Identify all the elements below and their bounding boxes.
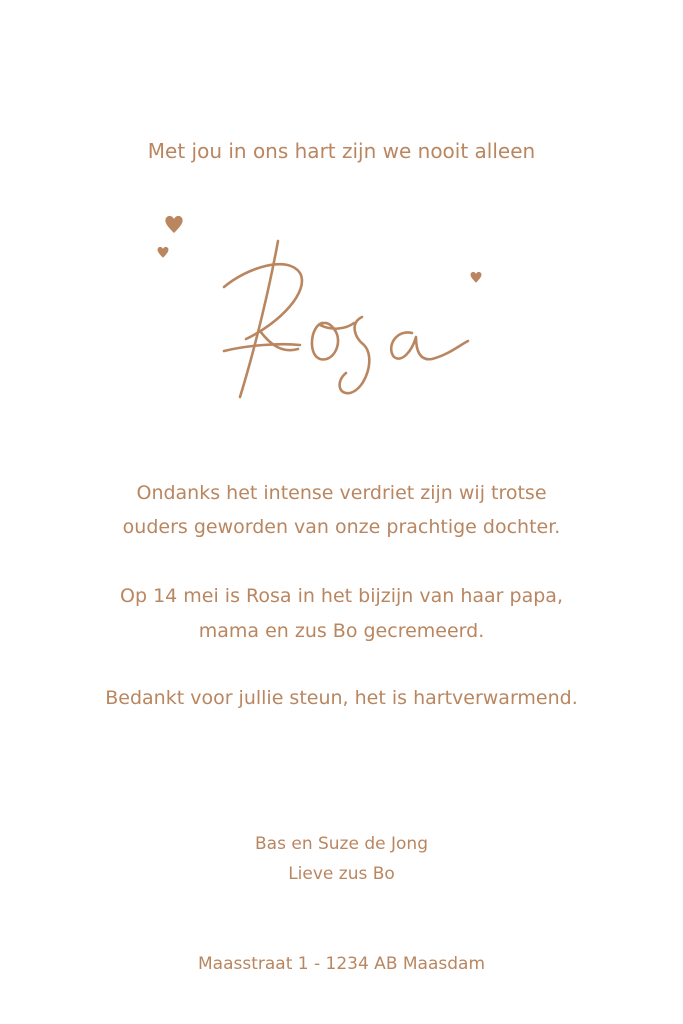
motto-text: Met jou in ons hart zijn we nooit alleen bbox=[147, 139, 536, 163]
paragraph-2-line-1: Op 14 mei is Rosa in het bijzijn van haar papa, bbox=[120, 585, 563, 607]
signature-parents: Bas en Suze de Jong bbox=[255, 834, 428, 854]
paragraph-3: Bedankt voor jullie steun, het is hartverwarmend. bbox=[105, 687, 578, 709]
paragraph-2-line-2: mama en zus Bo gecremeerd. bbox=[198, 620, 485, 642]
address-text: Maasstraat 1 - 1234 AB Maasdam bbox=[197, 954, 486, 974]
name-script bbox=[150, 205, 490, 405]
paragraph-1-line-2: ouders geworden van onze prachtige dochter. bbox=[122, 516, 561, 538]
signature-sibling: Lieve zus Bo bbox=[288, 864, 395, 884]
paragraph-1-line-1: Ondanks het intense verdriet zijn wij trotse bbox=[136, 482, 547, 504]
